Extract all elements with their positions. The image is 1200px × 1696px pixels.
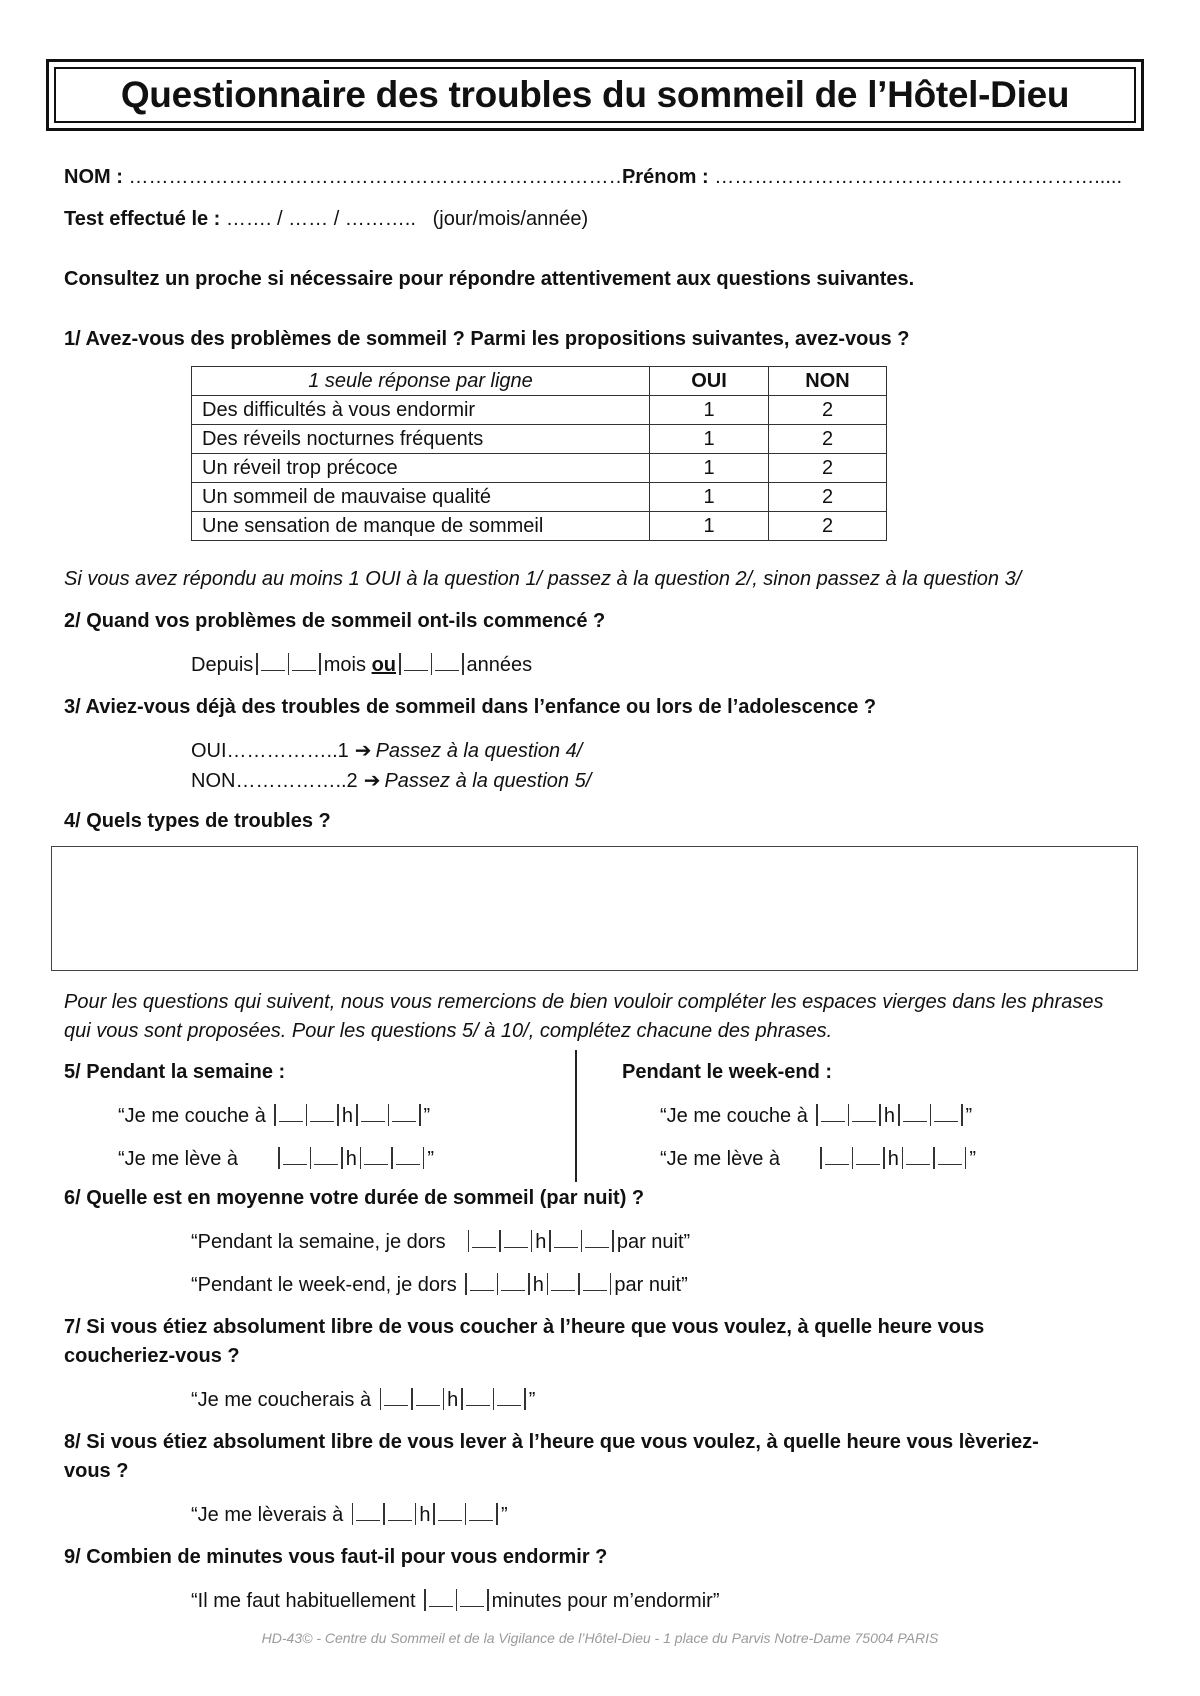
hour-separator: h [419,1504,431,1526]
couche-label: “Je me couche à [660,1105,808,1127]
sleep-latency-field[interactable] [421,1589,492,1613]
prenom-label: Prénom : [622,166,709,188]
q9-question: 9/ Combien de minutes vous faut-il pour vous endormir ? [64,1546,608,1568]
q7-question-line2: coucheriez-vous ? [64,1345,240,1367]
hour-separator: h [447,1389,459,1411]
date-field[interactable]: ……. / …… / ……….. [225,208,416,230]
week-couche-line [118,1104,430,1128]
row-non-option[interactable]: 2 [769,512,887,541]
week-duration-field[interactable] [465,1230,617,1254]
free-waketime-field[interactable] [349,1503,501,1527]
q3-oui-option[interactable]: OUI……………..1 [191,740,349,762]
months-field[interactable] [253,653,324,677]
row-oui-option[interactable]: 1 [650,425,769,454]
nom-field[interactable]: ………………………………………………………………….. [128,166,640,188]
par-nuit-label: par nuit” [614,1274,688,1296]
arrow-right-icon: ➔ [363,770,381,792]
week-bedtime-field[interactable] [271,1104,423,1128]
close-quote: ” [965,1105,973,1127]
page-footer: HD-43© - Centre du Sommeil et de la Vigilance de l’Hôtel-Dieu - 1 place du Parvis Notre-Dame 75004 PARIS [261,1630,939,1646]
row-label: Un réveil trop précoce [192,454,650,483]
q3-oui-goto: Passez à la question 4/ [375,740,583,762]
table-header-instruction: 1 seule réponse par ligne [192,367,650,396]
q6-question: 6/ Quelle est en moyenne votre durée de sommeil (par nuit) ? [64,1187,645,1209]
q8-question-line2: vous ? [64,1460,129,1482]
weekend-bedtime-field[interactable] [813,1104,965,1128]
hour-separator: h [532,1274,544,1296]
row-non-option[interactable]: 2 [769,454,887,483]
couche-label: “Je me couche à [118,1105,266,1127]
row-non-option[interactable]: 2 [769,425,887,454]
hour-separator: h [345,1148,357,1170]
prenom-line [622,166,1122,189]
q3-question: 3/ Aviez-vous déjà des troubles de sommeil dans l’enfance ou lors de l’adolescence ? [64,696,877,718]
weekend-waketime-field[interactable] [817,1147,969,1171]
q2-answer-line [191,653,532,677]
row-non-option[interactable]: 2 [769,483,887,512]
table-row [192,425,887,454]
q8-question-line1: 8/ Si vous étiez absolument libre de vous lever à l’heure que vous voulez, à quelle heure vous lèveriez- [64,1431,1039,1453]
habituellement-label: “Il me faut habituellement [191,1590,416,1612]
table-row [192,512,887,541]
leve-label: “Je me lève à [118,1148,239,1170]
week-waketime-field[interactable] [275,1147,427,1171]
table-header-oui: OUI [650,367,769,396]
instructions-note: Pour les questions qui suivent, nous vous remercions de bien vouloir compléter les espaces vierges dans les phrases qui vous sont proposées. Pour les questions 5/ à 10/, complétez chacune des phrases. [64,991,1104,1042]
nom-label: NOM : [64,166,123,188]
table-header-row [192,367,887,396]
years-field[interactable] [396,653,467,677]
q7-answer-line [191,1388,535,1412]
intro-text: Consultez un proche si nécessaire pour répondre attentivement aux questions suivantes. [64,268,915,290]
q3-non-line[interactable] [191,768,591,793]
q1-question: 1/ Avez-vous des problèmes de sommeil ? Parmi les propositions suivantes, avez-vous ? [64,328,910,350]
row-oui-option[interactable]: 1 [650,483,769,512]
close-quote: ” [500,1504,508,1526]
row-oui-option[interactable]: 1 [650,396,769,425]
table-row [192,454,887,483]
q4-free-text-box[interactable] [51,846,1138,971]
q7-question-line1: 7/ Si vous étiez absolument libre de vous coucher à l’heure que vous voulez, à quelle heure vous [64,1316,985,1338]
row-non-option[interactable]: 2 [769,396,887,425]
leverais-label: “Je me lèverais à [191,1504,344,1526]
table-row [192,483,887,512]
free-bedtime-field[interactable] [377,1388,529,1412]
weekend-leve-line [660,1147,976,1171]
close-quote: ” [423,1105,431,1127]
weekend-couche-line [660,1104,972,1128]
q9-answer-line [191,1589,719,1613]
title-box [46,59,1144,131]
date-line [64,208,588,231]
annees-label: années [466,654,533,676]
close-quote: ” [969,1148,976,1170]
par-nuit-label: par nuit” [616,1231,691,1253]
arrow-right-icon: ➔ [354,740,372,762]
row-oui-option[interactable]: 1 [650,512,769,541]
q1-table [191,366,887,541]
row-label: Des difficultés à vous endormir [192,396,650,425]
hour-separator: h [883,1105,896,1127]
row-label: Des réveils nocturnes fréquents [192,425,650,454]
hour-separator: h [535,1231,547,1253]
q5-weekend-title: Pendant le week-end : [622,1061,833,1083]
weekend-duration-field[interactable] [462,1273,614,1297]
semaine-label: “Pendant la semaine, je dors [191,1231,446,1253]
close-quote: ” [427,1148,434,1170]
close-quote: ” [528,1389,536,1411]
week-divider [575,1050,577,1182]
leve-label: “Je me lève à [660,1148,781,1170]
row-label: Un sommeil de mauvaise qualité [192,483,650,512]
q1-instruction: Si vous avez répondu au moins 1 OUI à la question 1/ passez à la question 2/, sinon passez à la question 3/ [64,568,1022,590]
minutes-label: minutes pour m’endormir” [491,1590,720,1612]
q2-question: 2/ Quand vos problèmes de sommeil ont-ils commencé ? [64,610,606,632]
mois-label: mois [323,654,366,676]
date-format: (jour/mois/année) [432,208,589,230]
row-label: Une sensation de manque de sommeil [192,512,650,541]
week-leve-line [118,1147,434,1171]
hour-separator: h [341,1105,354,1127]
q6-weekend-line [191,1273,688,1297]
coucherais-label: “Je me coucherais à [191,1389,372,1411]
page-title: Questionnaire des troubles du sommeil de l’Hôtel-Dieu [120,74,1070,115]
q3-oui-line[interactable] [191,738,582,763]
table-row [192,396,887,425]
title-box-inner [54,67,1136,123]
q4-question: 4/ Quels types de troubles ? [64,810,331,832]
weekend-label: “Pendant le week-end, je dors [191,1274,457,1296]
prenom-field[interactable]: …………………………………………………..... [714,166,1123,188]
q5-week-title: 5/ Pendant la semaine : [64,1061,286,1083]
row-oui-option[interactable]: 1 [650,454,769,483]
q8-answer-line [191,1503,508,1527]
q3-non-goto: Passez à la question 5/ [384,770,592,792]
hour-separator: h [887,1148,899,1170]
date-label: Test effectué le : [64,208,221,230]
table-header-non: NON [769,367,887,396]
q6-semaine-line [191,1230,690,1254]
nom-line [64,166,640,189]
ou-label: ou [371,654,396,676]
depuis-label: Depuis [191,654,254,676]
q3-non-option[interactable]: NON……………..2 [191,770,358,792]
